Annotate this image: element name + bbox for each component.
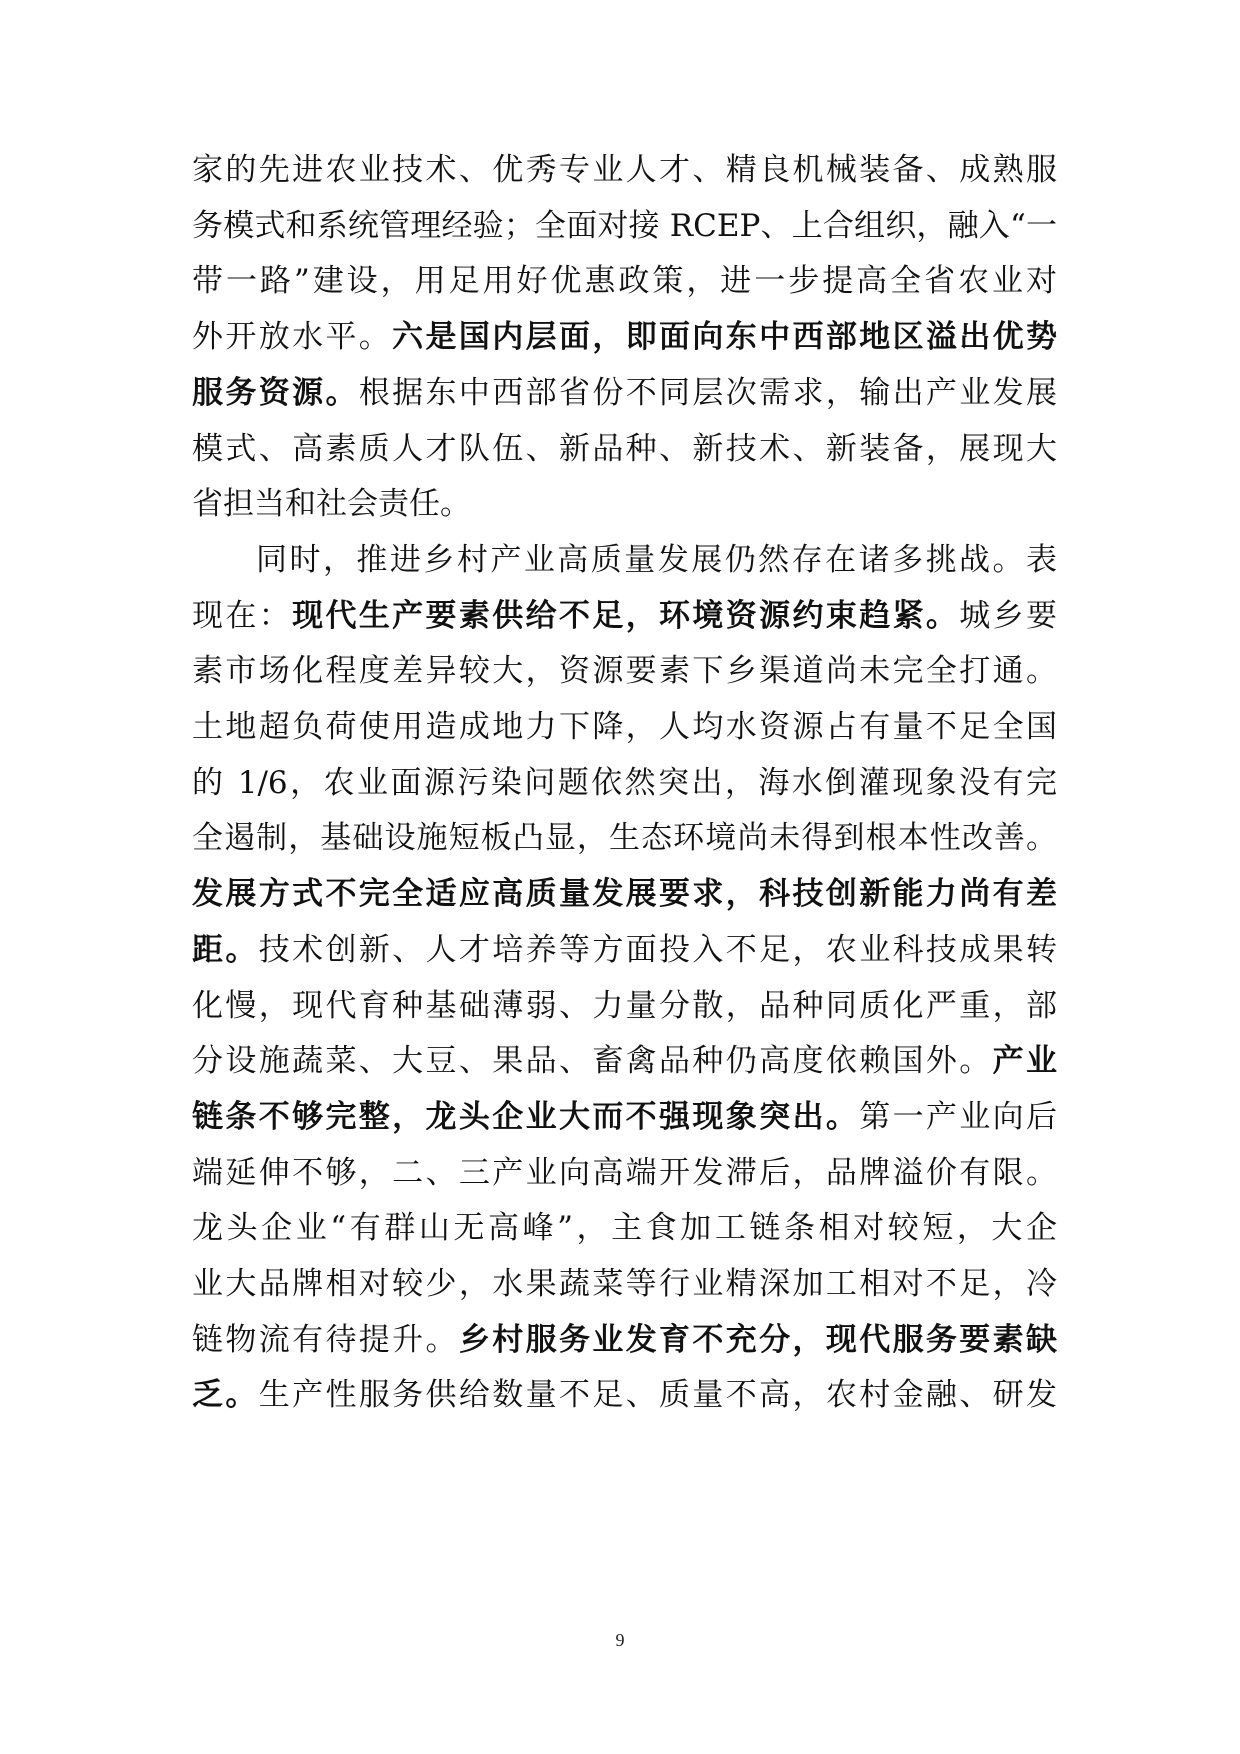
body-text: 土地超负荷使用造成地力下降，人均水资源占有量不足全国 bbox=[192, 709, 1057, 745]
body-text: 带一路”建设，用足用好优惠政策，进一步提高全省农业对 bbox=[192, 263, 1057, 300]
body-text: 第一产业向后 bbox=[859, 1098, 1058, 1135]
body-text: 的 1/6，农业面源污染问题依然突出，海水倒灌现象没有完 bbox=[192, 764, 1057, 801]
text-line bbox=[192, 1030, 1057, 1092]
text-line bbox=[192, 1142, 1057, 1204]
text-line bbox=[192, 696, 1057, 758]
body-text: 技术创新、人才培养等方面投入不足，农业科技成果转 bbox=[258, 931, 1058, 968]
body-text: 省担当和社会责任。 bbox=[192, 486, 471, 523]
text-line bbox=[192, 1197, 1057, 1259]
text-line bbox=[192, 863, 1057, 925]
body-text: 家的先进农业技术、优秀专业人才、精良机械装备、成熟服 bbox=[192, 152, 1057, 188]
text-line bbox=[192, 418, 1057, 480]
body-text: 外开放水平。 bbox=[192, 319, 393, 356]
body-text: 全遏制，基础设施短板凸显，生态环境尚未得到根本性改善。 bbox=[192, 820, 1057, 857]
bold-text: 乡村服务业发育不充分，现代服务要素缺 bbox=[458, 1321, 1058, 1358]
bold-text: 服务资源。 bbox=[192, 374, 359, 411]
body-text: 业大品牌相对较少，水果蔬菜等行业精深加工相对不足，冷 bbox=[192, 1266, 1057, 1302]
text-line bbox=[192, 195, 1057, 257]
text-line bbox=[192, 473, 1057, 535]
text-line bbox=[192, 1086, 1057, 1148]
text-line bbox=[192, 306, 1057, 368]
bold-text: 产业 bbox=[992, 1043, 1058, 1080]
bold-text: 链条不够完整，龙头企业大而不强现象突出。 bbox=[192, 1098, 860, 1135]
text-line bbox=[256, 529, 1057, 591]
text-line bbox=[192, 752, 1057, 814]
body-text: 素市场化程度差异较大，资源要素下乡渠道尚未完全打通。 bbox=[192, 653, 1057, 690]
bold-text: 发展方式不完全适应高质量发展要求，科技创新能力尚有差 bbox=[192, 876, 1057, 913]
body-text: 城乡要 bbox=[959, 597, 1058, 634]
body-text: 端延伸不够，二、三产业向高端开发滞后，品牌溢价有限。 bbox=[192, 1154, 1057, 1191]
body-text: 分设施蔬菜、大豆、果品、畜禽品种仍高度依赖国外。 bbox=[192, 1043, 993, 1080]
body-text: 链物流有待提升。 bbox=[192, 1321, 459, 1358]
text-line bbox=[192, 919, 1057, 981]
body-text: 现在： bbox=[192, 597, 293, 634]
bold-text: 现代生产要素供给不足，环境资源约束趋紧。 bbox=[292, 597, 960, 634]
text-line bbox=[192, 250, 1057, 312]
body-text: 务模式和系统管理经验；全面对接 RCEP、上合组织，融入“一 bbox=[192, 207, 1057, 244]
text-line bbox=[192, 807, 1057, 869]
text-line bbox=[192, 640, 1057, 702]
page-number: 9 bbox=[615, 1630, 625, 1650]
text-line bbox=[192, 1253, 1057, 1315]
text-line bbox=[192, 975, 1057, 1037]
text-line bbox=[192, 1309, 1057, 1371]
bold-text: 乏。 bbox=[192, 1377, 259, 1414]
body-text: 龙头企业“有群山无高峰”，主食加工链条相对较短，大企 bbox=[192, 1210, 1057, 1247]
body-text: 模式、高素质人才队伍、新品种、新技术、新装备，展现大 bbox=[192, 430, 1057, 467]
text-line bbox=[192, 1364, 1057, 1426]
body-text: 同时，推进乡村产业高质量发展仍然存在诸多挑战。表 bbox=[256, 541, 1057, 578]
text-line bbox=[192, 139, 1057, 201]
text-line bbox=[192, 585, 1057, 647]
body-text: 化慢，现代育种基础薄弱、力量分散，品种同质化严重，部 bbox=[192, 987, 1057, 1024]
text-line bbox=[192, 362, 1057, 424]
bold-text: 六是国内层面，即面向东中西部地区溢出优势 bbox=[392, 319, 1058, 356]
body-text: 根据东中西部省份不同层次需求，输出产业发展 bbox=[358, 374, 1058, 411]
bold-text: 距。 bbox=[192, 931, 259, 968]
body-text: 生产性服务供给数量不足、质量不高，农村金融、研发 bbox=[258, 1377, 1058, 1414]
